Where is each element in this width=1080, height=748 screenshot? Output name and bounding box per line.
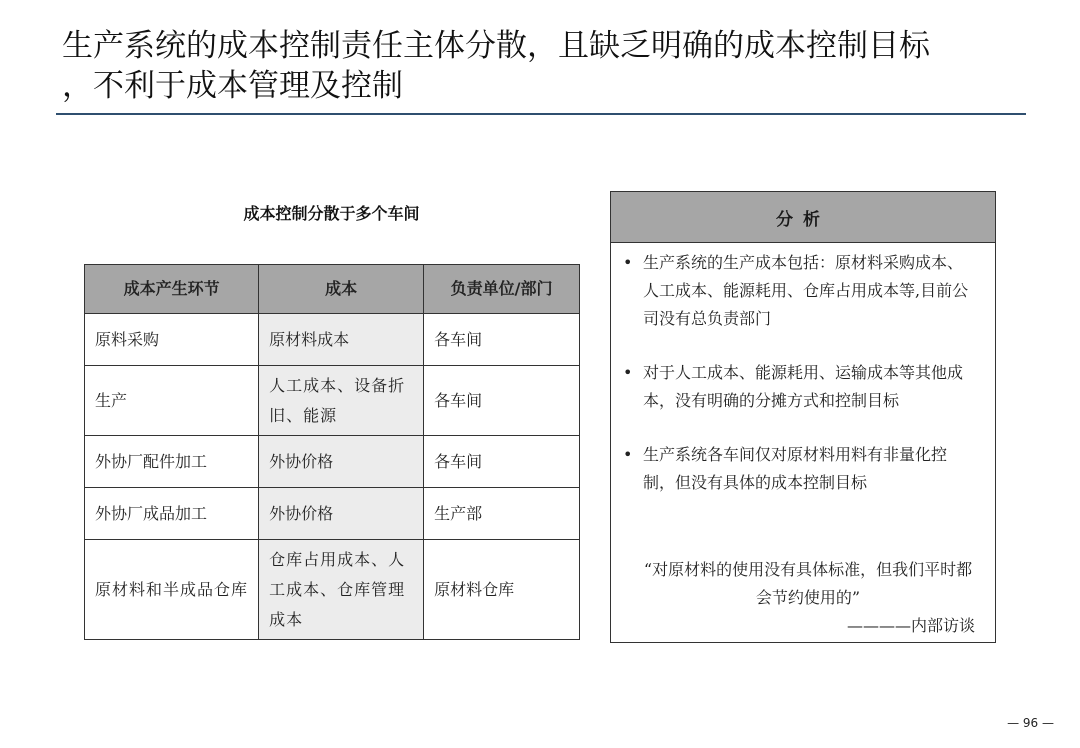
list-item: [623, 441, 977, 497]
cell-cost: 外协价格: [259, 488, 424, 540]
table-row: [85, 366, 580, 436]
cell-stage: 外协厂成品加工: [85, 488, 259, 540]
header-stage: 成本产生环节: [85, 265, 259, 314]
cell-stage: 原材料和半成品仓库: [85, 540, 259, 640]
header-cost: 成本: [259, 265, 424, 314]
list-item: [623, 359, 977, 415]
cell-cost: 仓库占用成本、人工成本、仓库管理成本: [259, 540, 424, 640]
page-title: [62, 26, 1022, 106]
header-unit: 负责单位/部门: [424, 265, 580, 314]
cell-unit: 各车间: [424, 366, 580, 436]
table-caption: 成本控制分散于多个车间: [243, 204, 420, 223]
bullet-text: 生产系统各车间仅对原材料用料有非量化控制，但没有具体的成本控制目标: [643, 445, 948, 492]
quote-source: ————内部访谈: [846, 616, 975, 635]
cell-stage: 生产: [85, 366, 259, 436]
cell-unit: 原材料仓库: [424, 540, 580, 640]
table-row: [85, 314, 580, 366]
page-title-line-2: ，不利于成本管理及控制: [62, 68, 403, 104]
analysis-bullet-list: [611, 243, 995, 497]
cell-unit: 生产部: [424, 488, 580, 540]
cost-responsibility-table: [84, 264, 580, 640]
cell-unit: 各车间: [424, 436, 580, 488]
table-row: [85, 488, 580, 540]
bullet-icon: •: [623, 363, 633, 382]
cell-stage: 外协厂配件加工: [85, 436, 259, 488]
cell-cost: 外协价格: [259, 436, 424, 488]
bullet-text: 对于人工成本、能源耗用、运输成本等其他成本，没有明确的分摊方式和控制目标: [643, 363, 964, 410]
list-item: [623, 249, 977, 333]
page-number: — 96 —: [1007, 716, 1054, 730]
analysis-panel: [610, 191, 996, 643]
table-row: [85, 540, 580, 640]
interview-quote: [641, 556, 975, 640]
cell-stage: 原料采购: [85, 314, 259, 366]
title-divider: [56, 113, 1026, 115]
cell-unit: 各车间: [424, 314, 580, 366]
page-title-line-1: 生产系统的成本控制责任主体分散，且缺乏明确的成本控制目标: [62, 28, 930, 64]
quote-text: “对原材料的使用没有具体标准，但我们平时都会节约使用的”: [643, 560, 973, 607]
bullet-icon: •: [623, 445, 633, 464]
table-row: [85, 436, 580, 488]
analysis-header: 分析: [611, 192, 995, 243]
cell-cost: 原材料成本: [259, 314, 424, 366]
bullet-icon: •: [623, 253, 633, 272]
cell-cost: 人工成本、设备折旧、能源: [259, 366, 424, 436]
bullet-text: 生产系统的生产成本包括：原材料采购成本、人工成本、能源耗用、仓库占用成本等,目前公司没有总负责部门: [643, 253, 969, 328]
table-header-row: [85, 265, 580, 314]
